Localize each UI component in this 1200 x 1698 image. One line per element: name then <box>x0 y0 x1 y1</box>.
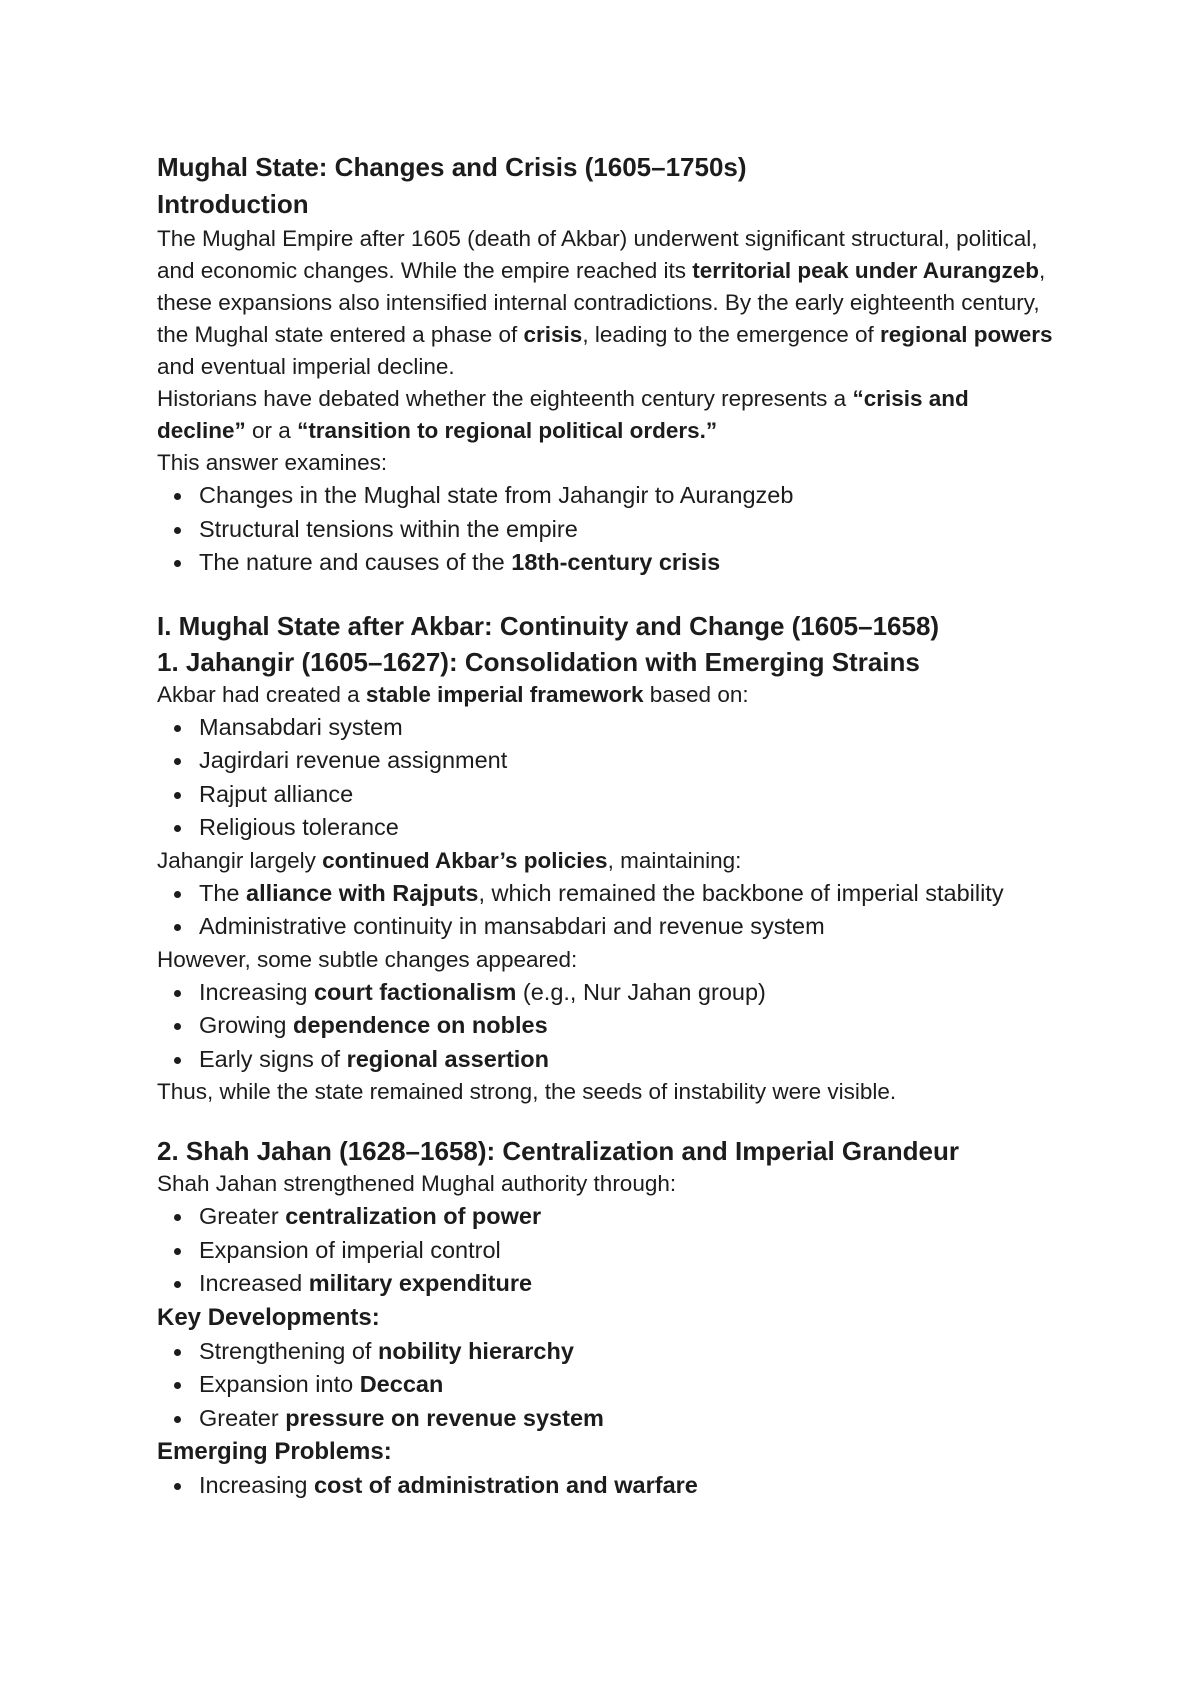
bold-text: pressure on revenue system <box>285 1404 604 1431</box>
document-title: Mughal State: Changes and Crisis (1605–1750s) <box>157 152 747 182</box>
list-item <box>199 711 1057 745</box>
jahangir-heading: 1. Jahangir (1605–1627): Consolidation with Emerging Strains <box>157 646 920 677</box>
jahangir-paragraph-4 <box>157 1076 1057 1108</box>
bold-text: “transition to regional political orders.” <box>297 418 718 443</box>
jahangir-changes-list <box>157 976 1057 1077</box>
text-run: Increased <box>199 1270 309 1296</box>
bold-text: territorial peak under Aurangzeb <box>692 258 1040 283</box>
text-run: and eventual imperial decline. <box>157 354 455 379</box>
text-run: , maintaining: <box>607 847 742 873</box>
text-run: Rajput alliance <box>199 780 354 807</box>
text-run: , leading to the emergence of <box>582 322 881 347</box>
text-run: Akbar had created a <box>157 681 366 707</box>
bold-text: Deccan <box>359 1371 444 1397</box>
emerging-problems-list <box>157 1469 1057 1503</box>
text-run: Jahangir largely <box>157 847 323 873</box>
text-run: Shah Jahan strengthened Mughal authority through: <box>157 1171 677 1196</box>
bold-text: military expenditure <box>308 1270 533 1296</box>
text-run: (e.g., Nur Jahan group) <box>516 978 766 1005</box>
list-item <box>199 976 1057 1010</box>
section-1-heading: I. Mughal State after Akbar: Continuity and Change (1605–1658) <box>157 610 940 641</box>
akbar-framework-list <box>157 711 1057 845</box>
list-item <box>199 1200 1057 1234</box>
list-item <box>199 1469 1057 1503</box>
bold-text: regional assertion <box>346 1045 550 1072</box>
list-item <box>199 1234 1057 1268</box>
bold-text: nobility hierarchy <box>378 1337 574 1364</box>
list-item <box>199 1402 1057 1436</box>
text-run: or a <box>245 418 298 443</box>
text-run: based on: <box>643 681 749 707</box>
list-item <box>199 1043 1057 1077</box>
text-run: Changes in the Mughal state from Jahangir to Aurangzeb <box>199 482 794 508</box>
text-run: Greater <box>199 1404 286 1431</box>
list-item <box>199 546 1057 580</box>
list-item <box>199 811 1057 845</box>
text-run: Historians have debated whether the eighteenth century represents a <box>157 386 853 411</box>
bold-text: centralization of power <box>285 1203 542 1229</box>
text-run: Administrative continuity in mansabdari and revenue system <box>199 913 825 939</box>
text-run: The nature and causes of the <box>199 549 512 575</box>
shah-jahan-paragraph-1 <box>157 1168 1057 1200</box>
text-run: However, some subtle changes appeared: <box>157 946 578 972</box>
list-item <box>199 1368 1057 1402</box>
text-run: Mansabdari system <box>199 713 403 740</box>
introduction-heading: Introduction <box>157 189 309 219</box>
list-item <box>199 910 1057 944</box>
intro-paragraph-3 <box>157 447 1057 479</box>
intro-paragraph-1 <box>157 223 1057 383</box>
text-run: Strengthening of <box>199 1337 378 1364</box>
bold-text: crisis <box>523 322 583 347</box>
text-run: , these expansions also intensified internal contradictions. By the early eighteenth century, the Mughal state entered a phase of <box>157 258 1046 347</box>
intro-paragraph-2 <box>157 383 1057 447</box>
text-run: Growing <box>199 1012 294 1038</box>
intro-examines-list <box>157 479 1057 580</box>
bold-text: stable imperial framework <box>365 681 644 707</box>
list-item <box>199 744 1057 778</box>
shah-jahan-heading: 2. Shah Jahan (1628–1658): Centralization and Imperial Grandeur <box>157 1136 959 1166</box>
spacer <box>157 1108 1057 1134</box>
jahangir-continuity-list <box>157 877 1057 944</box>
list-item <box>199 1009 1057 1043</box>
shah-jahan-authority-list <box>157 1200 1057 1301</box>
bold-text: continued Akbar’s policies <box>322 847 608 873</box>
text-run: The <box>199 879 247 906</box>
key-developments-heading: Key Developments: <box>157 1303 380 1331</box>
emerging-problems-heading: Emerging Problems: <box>157 1438 392 1465</box>
bold-text: “crisis and decline” <box>157 386 969 443</box>
text-run: Increasing <box>199 1472 314 1498</box>
list-item <box>199 513 1057 547</box>
bold-text: alliance with Rajputs <box>246 879 479 906</box>
text-run: This answer examines: <box>157 450 388 475</box>
key-developments-list <box>157 1335 1057 1436</box>
text-run: Religious tolerance <box>199 814 399 840</box>
jahangir-paragraph-3 <box>157 944 1057 976</box>
list-item <box>199 778 1057 812</box>
text-run: The Mughal Empire after 1605 (death of Akbar) underwent significant structural, political, and economic changes. While the empire reached its <box>157 226 1038 283</box>
list-item <box>199 1335 1057 1369</box>
text-run: Early signs of <box>199 1045 347 1072</box>
text-run: Thus, while the state remained strong, the seeds of instability were visible. <box>157 1079 897 1104</box>
document-page <box>157 150 1057 1503</box>
list-item <box>199 1267 1057 1301</box>
text-run: Jagirdari revenue assignment <box>199 747 508 773</box>
bold-text: 18th-century crisis <box>511 549 721 575</box>
list-item <box>199 479 1057 513</box>
bold-text: regional powers <box>880 322 1053 347</box>
text-run: Greater <box>199 1203 286 1229</box>
bold-text: cost of administration and warfare <box>313 1472 698 1498</box>
bold-text: court factionalism <box>313 978 517 1005</box>
text-run: Expansion into <box>199 1371 360 1397</box>
text-run: Structural tensions within the empire <box>199 515 578 542</box>
bold-text: dependence on nobles <box>293 1012 548 1038</box>
text-run: Increasing <box>199 978 314 1005</box>
text-run: , which remained the backbone of imperial stability <box>478 879 1004 906</box>
jahangir-paragraph-1 <box>157 679 1057 711</box>
text-run: Expansion of imperial control <box>199 1236 501 1263</box>
list-item <box>199 877 1057 911</box>
jahangir-paragraph-2 <box>157 845 1057 877</box>
spacer <box>157 580 1057 608</box>
